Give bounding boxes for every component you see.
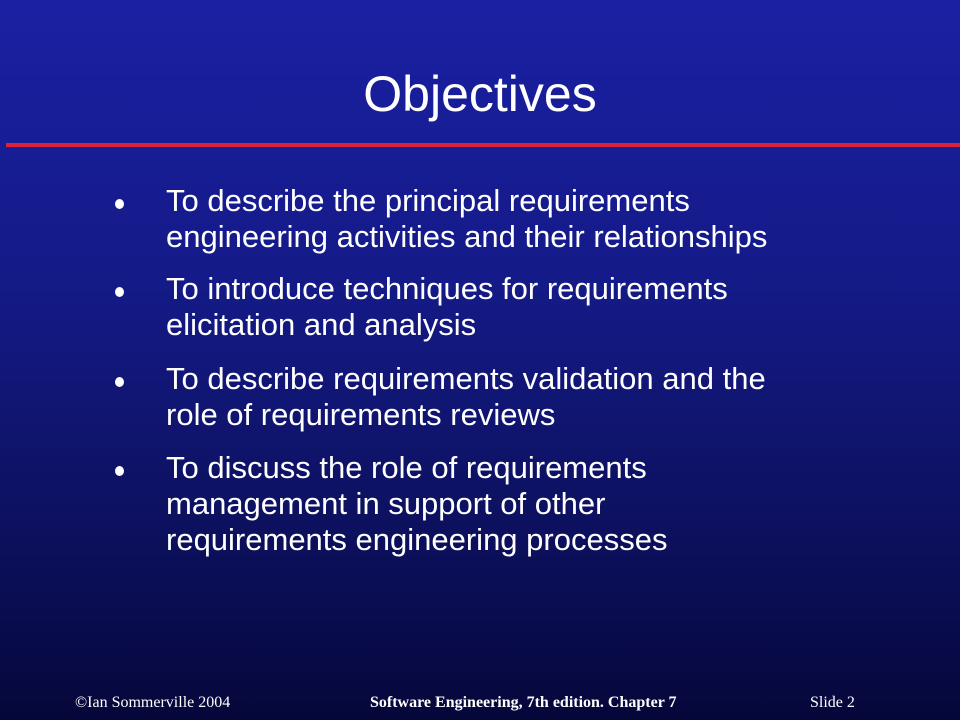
bullet-text: To introduce techniques for requirements elicitation and analysis — [166, 271, 728, 342]
bullet-icon — [115, 466, 124, 476]
bullet-icon — [115, 199, 124, 209]
slide-title: Objectives — [363, 66, 597, 122]
footer-slide-number: Slide 2 — [810, 694, 855, 711]
bullet-icon — [115, 287, 124, 297]
bullet-text: To describe the principal requirements engineering activities and their relationships — [166, 183, 768, 254]
footer-copyright: ©Ian Sommerville 2004 — [75, 694, 231, 711]
bullet-text: To describe requirements validation and the role of requirements reviews — [166, 361, 766, 432]
bullet-icon — [115, 377, 124, 387]
bullet-text: To discuss the role of requirements management in support of other requirements engineering processes — [166, 450, 668, 557]
footer-book-title: Software Engineering, 7th edition. Chapter 7 — [370, 694, 677, 711]
